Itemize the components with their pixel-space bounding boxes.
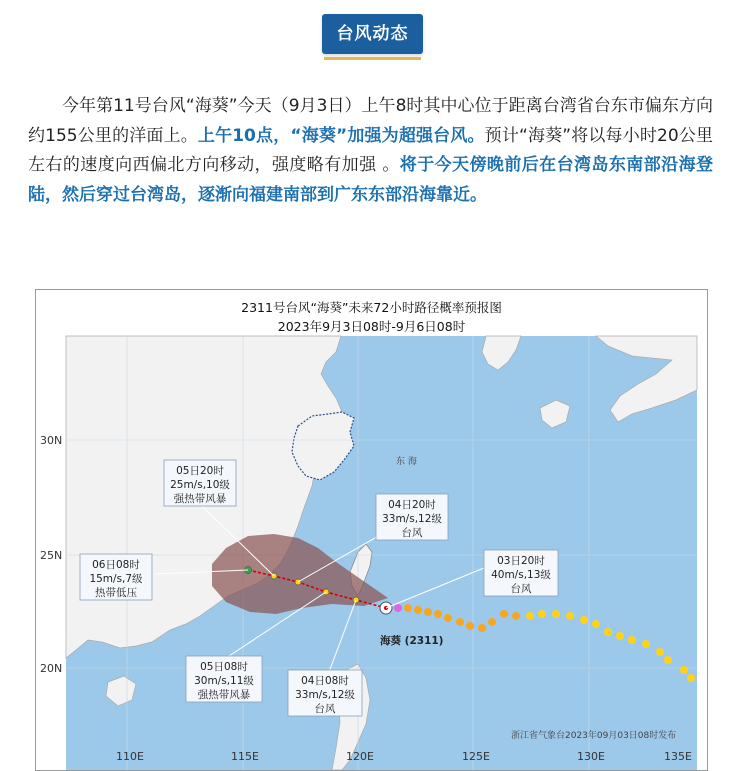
east-china-sea-label: 东 海 <box>396 457 417 467</box>
lon-label-135: 135E <box>664 750 692 763</box>
typhoon-name-label: 海葵 (2311) <box>380 635 444 647</box>
article-text-2: 预计“海葵”将以每小时20公里左右的速度向西偏北方向移动，强度略有加强 。 <box>28 125 713 175</box>
article-text-1: 今年第11号台风“海葵”今天（9月3日）上午8时其中心位于距离台湾省台东市偏东方向约155公里的洋面上。 <box>28 96 713 146</box>
svg-text:30m/s,11级: 30m/s,11级 <box>194 675 254 687</box>
lon-label-115: 115E <box>231 750 259 763</box>
map-subtitle: 2023年9月3日08时-9月6日08时 <box>277 319 466 334</box>
callout-03-20 <box>484 550 558 596</box>
svg-text:台风: 台风 <box>510 583 532 595</box>
svg-text:33m/s,12级: 33m/s,12级 <box>295 689 355 701</box>
callout-05-20 <box>164 460 236 506</box>
svg-text:台风: 台风 <box>314 703 336 715</box>
lat-label-25: 25N <box>40 549 63 562</box>
lon-label-120: 120E <box>346 750 374 763</box>
svg-text:06日08时: 06日08时 <box>92 559 140 571</box>
callout-05-08 <box>186 656 262 702</box>
lat-label-20: 20N <box>40 662 63 675</box>
svg-text:40m/s,13级: 40m/s,13级 <box>491 569 551 581</box>
article-highlight-1: 上午10点，“海葵”加强为超强台风。 <box>197 125 485 146</box>
svg-text:25m/s,10级: 25m/s,10级 <box>170 479 230 491</box>
svg-text:热带低压: 热带低压 <box>95 587 137 599</box>
svg-text:04日08时: 04日08时 <box>301 675 349 687</box>
svg-text:04日20时: 04日20时 <box>388 499 436 511</box>
lon-label-130: 130E <box>577 750 605 763</box>
svg-text:强热带风暴: 强热带风暴 <box>173 493 227 505</box>
callout-04-20 <box>376 494 448 540</box>
svg-text:05日20时: 05日20时 <box>176 465 224 477</box>
svg-text:03日20时: 03日20时 <box>497 555 545 567</box>
typhoon-forecast-map <box>35 289 708 771</box>
svg-text:33m/s,12级: 33m/s,12级 <box>382 513 442 525</box>
svg-text:强热带风暴: 强热带风暴 <box>197 689 251 701</box>
badge-underline <box>324 57 421 60</box>
lat-label-30: 30N <box>40 434 63 447</box>
section-badge: 台风动态 <box>322 14 423 54</box>
callout-06-08 <box>80 554 152 600</box>
article-paragraph <box>28 92 713 210</box>
map-canvas <box>36 290 707 770</box>
article-highlight-2: 将于今天傍晚前后在台湾岛东南部沿海登陆，然后穿过台湾岛，逐渐向福建南部到广东东部沿海靠近。 <box>28 155 713 205</box>
lon-label-125: 125E <box>462 750 490 763</box>
callout-04-08 <box>288 670 362 716</box>
lon-label-110: 110E <box>116 750 144 763</box>
map-title: 2311号台风“海葵”未来72小时路径概率预报图 <box>241 300 502 315</box>
svg-text:15m/s,7级: 15m/s,7级 <box>89 573 143 585</box>
svg-text:05日08时: 05日08时 <box>200 661 248 673</box>
svg-text:台风: 台风 <box>401 527 423 539</box>
issuer-credit: 浙江省气象台2023年09月03日08时发布 <box>511 731 677 741</box>
